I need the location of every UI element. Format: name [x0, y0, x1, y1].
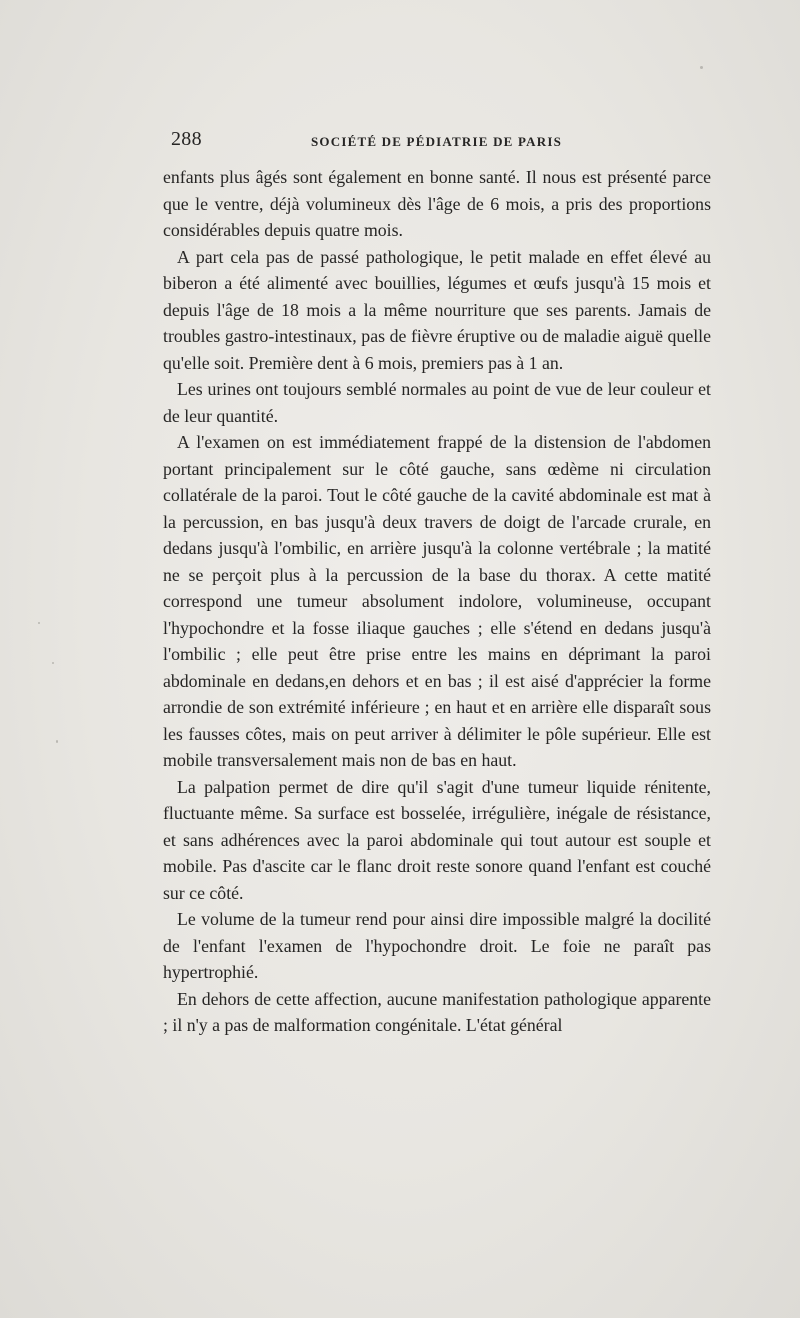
scan-speck — [700, 66, 703, 69]
paragraph: Les urines ont toujours semblé normales au point de vue de leur couleur et de leur quantité. — [163, 379, 711, 426]
running-title: SOCIÉTÉ DE PÉDIATRIE DE PARIS — [311, 134, 563, 149]
paragraph: A l'examen on est immédiatement frappé de la distension de l'abdomen portant principalement sur le côté gauche, sans œdème ni circulation collatérale de la paroi. Tout le côté gauche de la cavité abdominale est mat à la percussion, en bas jusqu'à deux travers de doigt de l'arcade crurale, en dedans jusqu'à l'ombilic, en arrière jusqu'à la colonne vertébrale ; la matité ne se perçoit plus à la percussion de la base du thorax. A cette matité correspond une tumeur absolument indolore, volumineuse, occupant l'hypochondre et la fosse iliaque gauches ; elle s'étend en dedans jusqu'à l'ombilic ; elle peut être prise entre les mains en déprimant la paroi abdominale en dedans,en dehors et en bas ; il est aisé d'apprécier la forme arrondie de son extrémité inférieure ; en haut et en arrière elle disparaît sous les fausses côtes, mais on peut arriver à délimiter le pôle supérieur. Elle est mobile transversalement mais non de bas en haut. — [163, 432, 711, 770]
paragraph: Le volume de la tumeur rend pour ainsi dire impossible malgré la docilité de l'enfant l'examen de l'hypochondre droit. Le foie ne paraît pas hypertrophié. — [163, 909, 711, 982]
scan-speck — [38, 622, 40, 624]
page-number: 288 — [171, 128, 202, 150]
paragraph: A part cela pas de passé pathologique, le petit malade en effet élevé au biberon a été alimenté avec bouillies, légumes et œufs jusqu'à 15 mois et depuis l'âge de 18 mois a la même nourriture que ses parents. Jamais de troubles gastro-intestinaux, pas de fièvre éruptive ou de maladie aiguë quelle qu'elle soit. Première dent à 6 mois, premiers pas à 1 an. — [163, 246, 711, 373]
scan-speck — [52, 662, 54, 664]
paragraph: En dehors de cette affection, aucune manifestation pathologique apparente ; il n'y a pas de malformation congénitale. L'état général — [163, 988, 711, 1035]
paragraph: enfants plus âgés sont également en bonne santé. Il nous est présenté parce que le ventre, déjà volumineux dès l'âge de 6 mois, a pris des proportions considérables depuis quatre mois. — [163, 167, 711, 240]
scan-speck — [56, 740, 58, 743]
body-text — [163, 164, 711, 1039]
page-header — [171, 128, 731, 158]
paragraph: La palpation permet de dire qu'il s'agit d'une tumeur liquide rénitente, fluctuante même. Sa surface est bosselée, irrégulière, inégale de résistance, et sans adhérences avec la paroi abdominale qui tout autour est souple et mobile. Pas d'ascite car le flanc droit reste sonore quand l'enfant est couché sur ce côté. — [163, 776, 711, 903]
